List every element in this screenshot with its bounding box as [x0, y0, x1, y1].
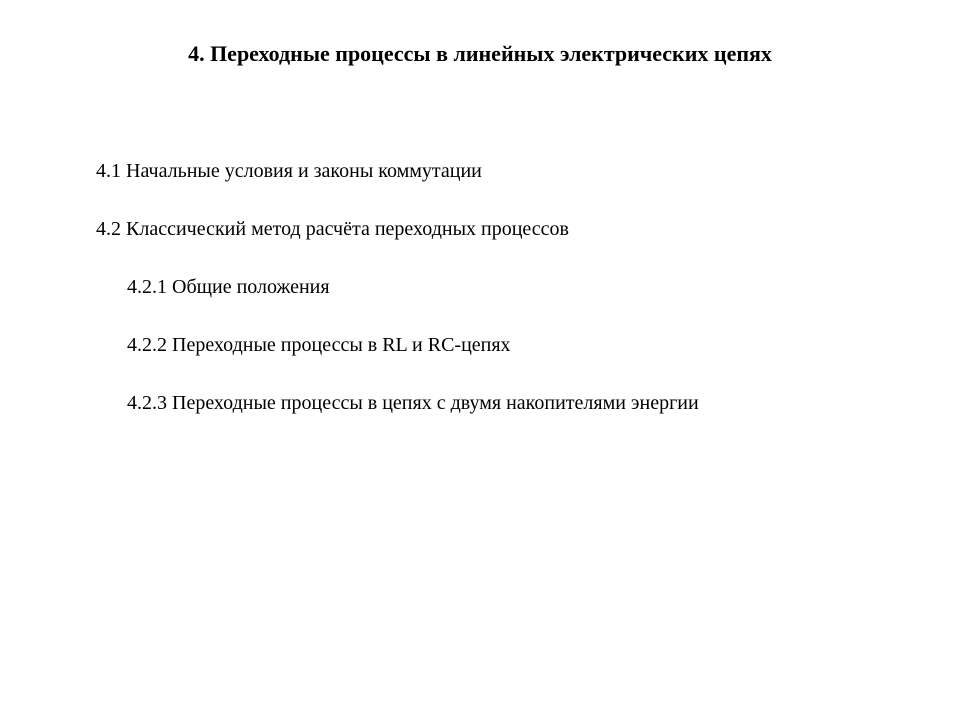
table-of-contents [96, 157, 699, 447]
toc-item-4-2-1: 4.2.1 Общие положения [127, 276, 330, 298]
toc-item-4-1: 4.1 Начальные условия и законы коммутации [96, 160, 482, 182]
toc-item-4-2-3: 4.2.3 Переходные процессы в цепях с двумя накопителями энергии [127, 392, 699, 414]
toc-item-4-2-2: 4.2.2 Переходные процессы в RL и RC-цепях [127, 334, 511, 356]
page-title: 4. Переходные процессы в линейных электрических цепях [188, 41, 772, 66]
toc-item-4-2: 4.2 Классический метод расчёта переходных процессов [96, 218, 569, 240]
